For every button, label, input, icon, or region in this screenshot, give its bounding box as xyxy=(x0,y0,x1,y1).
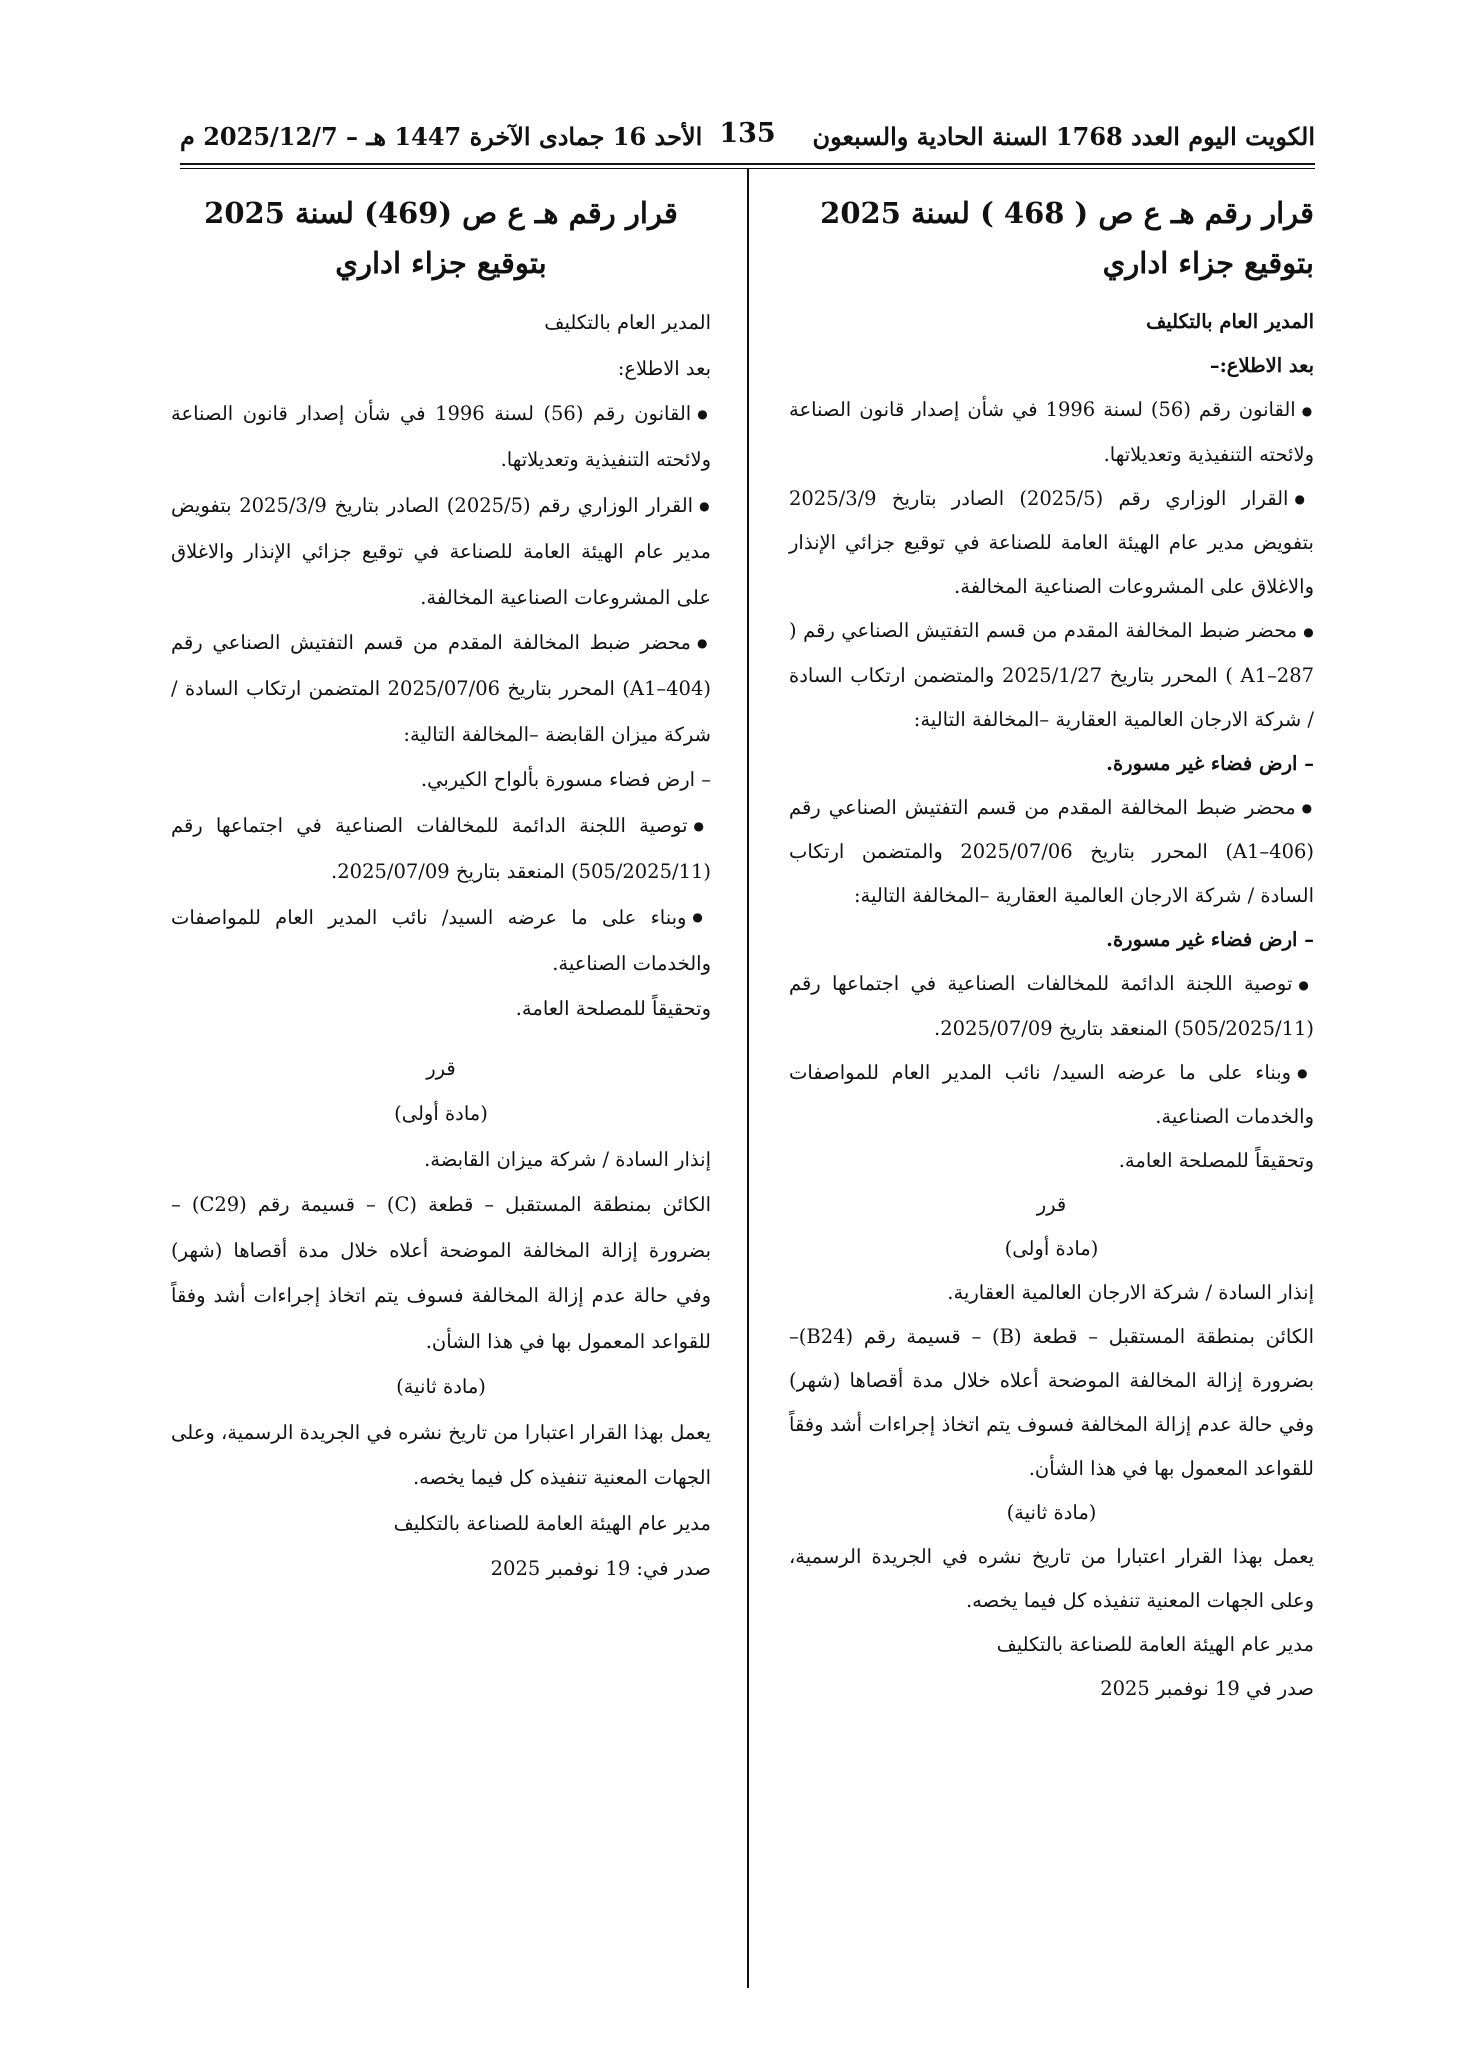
decided-heading: قرر xyxy=(426,1056,456,1080)
issued-date: صدر في 19 نوفمبر 2025 xyxy=(1100,1677,1314,1700)
article-1-heading: (مادة أولى) xyxy=(394,1102,488,1126)
header-rule xyxy=(180,163,1315,165)
signature-line: مدير عام الهيئة العامة للصناعة بالتكليف xyxy=(393,1511,711,1535)
header-date: الأحد 16 جمادى الآخرة 1447 هـ – 2025/12/7 م xyxy=(180,122,703,151)
decision-469-subtitle: بتوقيع جزاء اداري xyxy=(335,246,547,280)
article-1-body: الكائن بمنطقة المستقبل – قطعة (C) – قسيمة رقم (C29) – بضرورة إزالة المخالفة الموضحة أعلاه خلال مدة أقصاها (شهر) وفي حالة عدم إزالة المخالفة فسوف يتم اتخاذ إجراءات أشد وفقاً للقواعد المعمول بها في هذا الشأن. xyxy=(171,1193,711,1353)
spacer xyxy=(171,1032,711,1046)
review-item: ● توصية اللجنة الدائمة للمخالفات الصناعية في اجتماعها رقم (505/2025/11) المنعقد بتاريخ 2025/07/09. xyxy=(171,803,711,895)
decision-468-title: قرار رقم هـ ع ص ( 468 ) لسنة 2025 بتوقيع جزاء اداري xyxy=(820,196,1314,280)
review-item: ● القرار الوزاري رقم (2025/5) الصادر بتاريخ 2025/3/9 بتفويض مدير عام الهيئة العامة للصناعة في توقيع جزائي الإنذار والاغلاق على المشروعات الصناعية المخالفة. xyxy=(171,483,711,620)
decision-469-title: قرار رقم هـ ع ص (469) لسنة 2025 xyxy=(204,196,678,230)
review-item: ● محضر ضبط المخالفة المقدم من قسم التفتيش الصناعي رقم (A1–404) المحرر بتاريخ 2025/07/06 المتضمن ارتكاب السادة / شركة ميزان القابضة –المخالفة التالية: xyxy=(171,620,711,757)
director-label: المدير العام بالتكليف xyxy=(544,311,711,334)
public-interest-line: وتحقيقاً للمصلحة العامة. xyxy=(1118,1149,1314,1172)
article-2-heading: (مادة ثانية) xyxy=(396,1375,486,1399)
review-item: ● القرار الوزاري رقم (2025/5) الصادر بتاريخ 2025/3/9 بتفويض مدير عام الهيئة العامة للصناعة في توقيع جزائي الإنذار والاغلاق على المشروعات الصناعية المخالفة. xyxy=(789,477,1314,610)
director-label: المدير العام بالتكليف xyxy=(1146,310,1314,333)
review-item: ● توصية اللجنة الدائمة للمخالفات الصناعية في اجتماعها رقم (505/2025/11) المنعقد بتاريخ 2025/07/09. xyxy=(789,962,1314,1051)
article-2-body: يعمل بهذا القرار اعتبارا من تاريخ نشره في الجريدة الرسمية، وعلى الجهات المعنية تنفيذه كل فيما يخصه. xyxy=(171,1420,711,1490)
review-item: ● وبناء على ما عرضه السيد/ نائب المدير العام للمواصفات والخدمات الصناعية. xyxy=(789,1051,1314,1140)
public-interest-line: وتحقيقاً للمصلحة العامة. xyxy=(515,997,711,1021)
violation-line: – ارض فضاء غير مسورة. xyxy=(1106,928,1314,951)
after-review-label: بعد الاطلاع:– xyxy=(1209,354,1314,377)
violation-line: – ارض فضاء غير مسورة. xyxy=(1106,751,1314,775)
page-header xyxy=(180,118,1315,158)
article-1-line: إنذار السادة / شركة الارجان العالمية العقارية. xyxy=(947,1281,1314,1304)
review-item: ● وبناء على ما عرضه السيد/ نائب المدير العام للمواصفات والخدمات الصناعية. xyxy=(171,895,711,987)
review-item: ● القانون رقم (56) لسنة 1996 في شأن إصدار قانون الصناعة ولائحته التنفيذية وتعديلاتها. xyxy=(171,391,711,483)
review-item: ● القانون رقم (56) لسنة 1996 في شأن إصدار قانون الصناعة ولائحته التنفيذية وتعديلاتها. xyxy=(789,388,1314,477)
article-2-heading: (مادة ثانية) xyxy=(1006,1501,1097,1524)
signature-line: مدير عام الهيئة العامة للصناعة بالتكليف xyxy=(996,1633,1314,1656)
issued-date: صدر في: 19 نوفمبر 2025 xyxy=(490,1557,711,1581)
decided-heading: قرر xyxy=(1036,1193,1067,1216)
page-number: 135 xyxy=(719,118,776,149)
article-1-body: الكائن بمنطقة المستقبل – قطعة (B) – قسيمة رقم (B24)– بضرورة إزالة المخالفة الموضحة أعلاه خلال مدة أقصاها (شهر) وفي حالة عدم إزالة المخالفة فسوف يتم اتخاذ إجراءات أشد وفقاً للقواعد المعمول بها في هذا الشأن. xyxy=(789,1325,1314,1480)
decision-468-column xyxy=(789,180,1314,1711)
article-1-line: إنذار السادة / شركة ميزان القابضة. xyxy=(424,1147,711,1171)
review-item: ● محضر ضبط المخالفة المقدم من قسم التفتيش الصناعي رقم ( A1–287 ) المحرر بتاريخ 2025/1/27 والمتضمن ارتكاب السادة / شركة الارجان العالمية العقارية –المخالفة التالية: xyxy=(789,609,1314,742)
article-2-body: يعمل بهذا القرار اعتبارا من تاريخ نشره في الجريدة الرسمية، وعلى الجهات المعنية تنفيذه كل فيما يخصه. xyxy=(789,1545,1314,1612)
after-review-label: بعد الاطلاع: xyxy=(617,356,711,380)
article-1-heading: (مادة أولى) xyxy=(1004,1237,1099,1260)
column-divider xyxy=(747,168,749,1988)
header-issue-info: الكويت اليوم العدد 1768 السنة الحادية والسبعون xyxy=(812,122,1315,151)
violation-line: – ارض فضاء مسورة بألواح الكيربي. xyxy=(420,768,711,792)
review-item: ● محضر ضبط المخالفة المقدم من قسم التفتيش الصناعي رقم (A1–406) المحرر بتاريخ 2025/07/06 والمتضمن ارتكاب السادة / شركة الارجان العالمية العقارية –المخالفة التالية: xyxy=(789,786,1314,919)
decision-469-column xyxy=(171,180,711,1592)
